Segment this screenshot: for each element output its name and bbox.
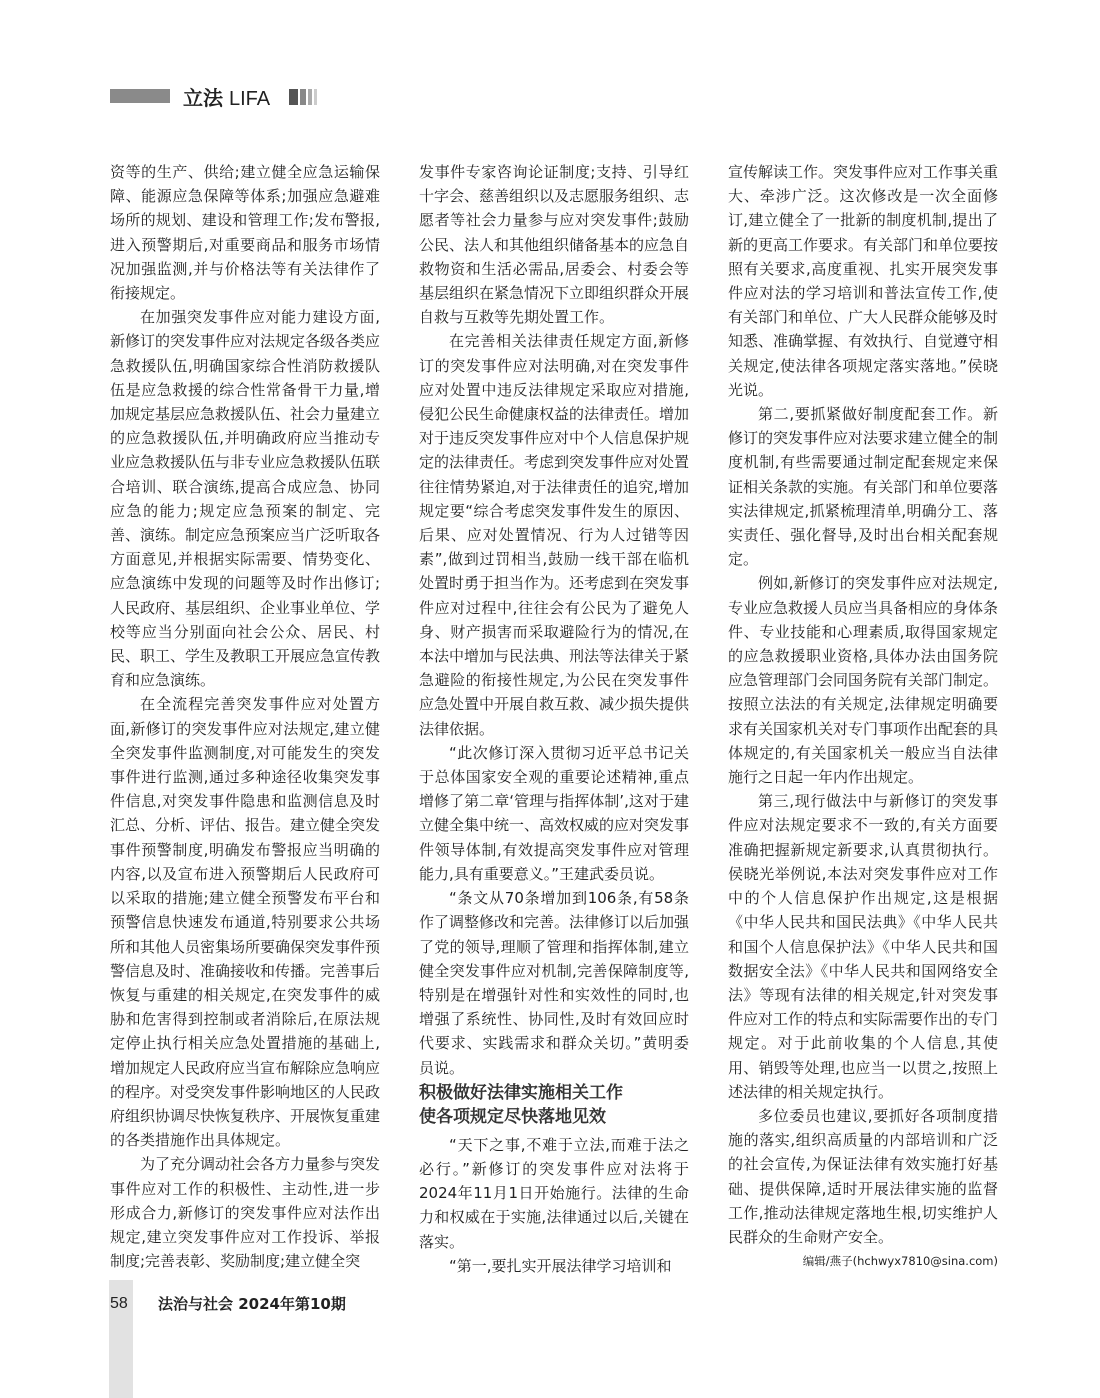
- paragraph: 为了充分调动社会各方力量参与突发事件应对工作的积极性、主动性,进一步形成合力,新修订的突发事件应对法作出规定,建立突发事件应对工作投诉、举报制度;完善表彰、奖励制度;建立健全突: [110, 1155, 381, 1271]
- paragraph: 发事件专家咨询论证制度;支持、引导红十字会、慈善组织以及志愿服务组织、志愿者等社会力量参与应对突发事件;鼓励公民、法人和其他组织储备基本的应急自救物资和生活必需品,居委会、村委会等基层组织在紧急情况下立即组织群众开展自救与互救等先期处置工作。: [419, 163, 690, 327]
- paragraph: 第二,要抓紧做好制度配套工作。新修订的突发事件应对法要求建立健全的制度机制,有些需要通过制定配套规定来保证相关条款的实施。有关部门和单位要落实法律规定,抓紧梳理清单,明确分工、落实责任、强化督导,及时出台相关配套规定。: [728, 405, 999, 569]
- subheading-line: 使各项规定尽快落地见效: [419, 1107, 606, 1128]
- paragraph: “条文从70条增加到106条,有58条作了调整修改和完善。法律修订以后加强了党的领导,理顺了管理和指挥体制,建立健全突发事件应对机制,完善保障制度等,特别是在增强针对性和实效性的同时,也增强了系统性、协同性,及时有效回应时代要求、实践需求和群众关切。”黄明委员说。: [419, 889, 690, 1077]
- paragraph: 多位委员也建议,要抓好各项制度措施的落实,组织高质量的内部培训和广泛的社会宣传,为保证法律有效实施打好基础、提供保障,适时开展法律实施的监督工作,推动法律规定落地生根,切实维护人民群众的生命财产安全。: [728, 1106, 998, 1246]
- paragraph: “此次修订深入贯彻习近平总书记关于总体国家安全观的重要论述精神,重点增修了第二章‘管理与指挥体制’,这对于建立健全集中统一、高效权威的应对突发事件领导体制,有效提高突发事件应对管理能力,具有重要意义。”王建武委员说。: [419, 743, 690, 883]
- paragraph: 在全流程完善突发事件应对处置方面,新修订的突发事件应对法规定,建立健全突发事件监测制度,对可能发生的突发事件进行监测,通过多种途径收集突发事件信息,对突发事件隐患和监测信息及时汇总、分析、评估、报告。建立健全突发事件预警制度,明确发布警报应当明确的内容,以及宣布进入预警期后人民政府可以采取的措施;建立健全预警发布平台和预警信息快速发布通道,特别要求公共场所和其他人员密集场所要确保突发事件预警信息及时、准确接收和传播。完善事后恢复与重建的相关规定,在突发事件的威胁和危害得到控制或者消除后,在原法规定停止执行相关应急处置措施的基础上,增加规定人民政府应当宣布解除应急响应的程序。对受突发事件影响地区的人民政府组织协调尽快恢复秩序、开展恢复重建的各类措施作出具体规定。: [110, 695, 381, 1150]
- subheading-line: 积极做好法律实施相关工作: [419, 1082, 623, 1103]
- editor-credit: 编辑/燕子(hchwyx7810@sina.com): [802, 1254, 998, 1269]
- section-header-decoration: [289, 89, 319, 105]
- paragraph: 在完善相关法律责任规定方面,新修订的突发事件应对法明确,对在突发事件应对处置中违反法律规定采取应对措施,侵犯公民生命健康权益的法律责任。增加对于违反突发事件应对中个人信息保护规定的法律责任。考虑到突发事件应对处置往往情势紧迫,对于法律责任的追究,增加规定要“综合考虑突发事件发生的原因、后果、应对处置情况、行为人过错等因素”,做到过罚相当,鼓励一线干部在临机处置时勇于担当作为。还考虑到在突发事件应对过程中,往往会有公民为了避免人身、财产损害而采取避险行为的情况,在本法中增加与民法典、刑法等法律关于紧急避险的衔接性规定,为公民在突发事件应急处置中开展自救互救、减少损失提供法律依据。: [419, 332, 690, 738]
- section-title-en: LIFA: [229, 88, 271, 110]
- paragraph: “天下之事,不难于立法,而难于法之必行。”新修订的突发事件应对法将于2024年11月1日开始施行。法律的生命力和权威在于实施,法律通过以后,关键在落实。: [419, 1135, 689, 1251]
- paragraph: 在加强突发事件应对能力建设方面,新修订的突发事件应对法规定各级各类应急救援队伍,明确国家综合性消防救援队伍是应急救援的综合性常备骨干力量,增加规定基层应急救援队伍、社会力量建立的应急救援队伍,并明确政府应当推动专业应急救援队伍与非专业应急救援队伍联合培训、联合演练,提高合成应急、协同应急的能力;规定应急预案的制定、完善、演练。制定应急预案应当广泛听取各方面意见,并根据实际需要、情势变化、应急演练中发现的问题等及时作出修订;人民政府、基层组织、企业事业单位、学校等应当分别面向社会公众、居民、村民、职工、学生及教职工开展应急宣传教育和应急演练。: [110, 308, 381, 690]
- paragraph: 宣传解读工作。突发事件应对工作事关重大、牵涉广泛。这次修改是一次全面修订,建立健全了一批新的制度机制,提出了新的更高工作要求。有关部门和单位要按照有关要求,高度重视、扎实开展突发事件应对法的学习培训和普法宣传工作,使有关部门和单位、广大人民群众能够及时知悉、准确掌握、有效执行、自觉遵守相关规定,使法律各项规定落实落地。”侯晓光说。: [728, 163, 999, 399]
- paragraph: “第一,要扎实开展法律学习培训和: [449, 1256, 672, 1275]
- section-title-cn: 立法: [183, 86, 223, 110]
- paragraph: 例如,新修订的突发事件应对法规定,专业应急救援人员应当具备相应的身体条件、专业技能和心理素质,取得国家规定的应急救援职业资格,具体办法由国务院应急管理部门会同国务院有关部门制定。按照立法法的有关规定,法律规定明确要求有关国家机关对专门事项作出配套的具体规定的,有关国家机关一般应当自法律施行之日起一年内作出规定。: [728, 574, 999, 787]
- article-column-1: [110, 160, 380, 1273]
- section-header-bar: [110, 89, 170, 103]
- article-column-2: [419, 160, 689, 1278]
- section-subheading: [419, 1081, 689, 1130]
- page-number: 58: [110, 1295, 128, 1312]
- paragraph: 第三,现行做法中与新修订的突发事件应对法规定要求不一致的,有关方面要准确把握新规定新要求,认真贯彻执行。侯晓光举例说,本法对突发事件应对工作中的个人信息保护作出规定,这是根据《中华人民共和国民法典》《中华人民共和国个人信息保护法》《中华人民共和国数据安全法》《中华人民共和国网络安全法》等现有法律的相关规定,针对突发事件应对工作的特点和实际需要作出的专门规定。对于此前收集的个人信息,其使用、销毁等处理,也应当一以贯之,按照上述法律的相关规定执行。: [728, 792, 999, 1101]
- section-title: [183, 86, 270, 111]
- paragraph: 资等的生产、供给;建立健全应急运输保障、能源应急保障等体系;加强应急避难场所的规划、建设和管理工作;发布警报,进入预警期后,对重要商品和服务市场情况加强监测,并与价格法等有关法律作了衔接规定。: [110, 163, 380, 303]
- article-column-3: [728, 160, 998, 1269]
- magazine-issue: 法治与社会 2024年第10期: [158, 1295, 346, 1313]
